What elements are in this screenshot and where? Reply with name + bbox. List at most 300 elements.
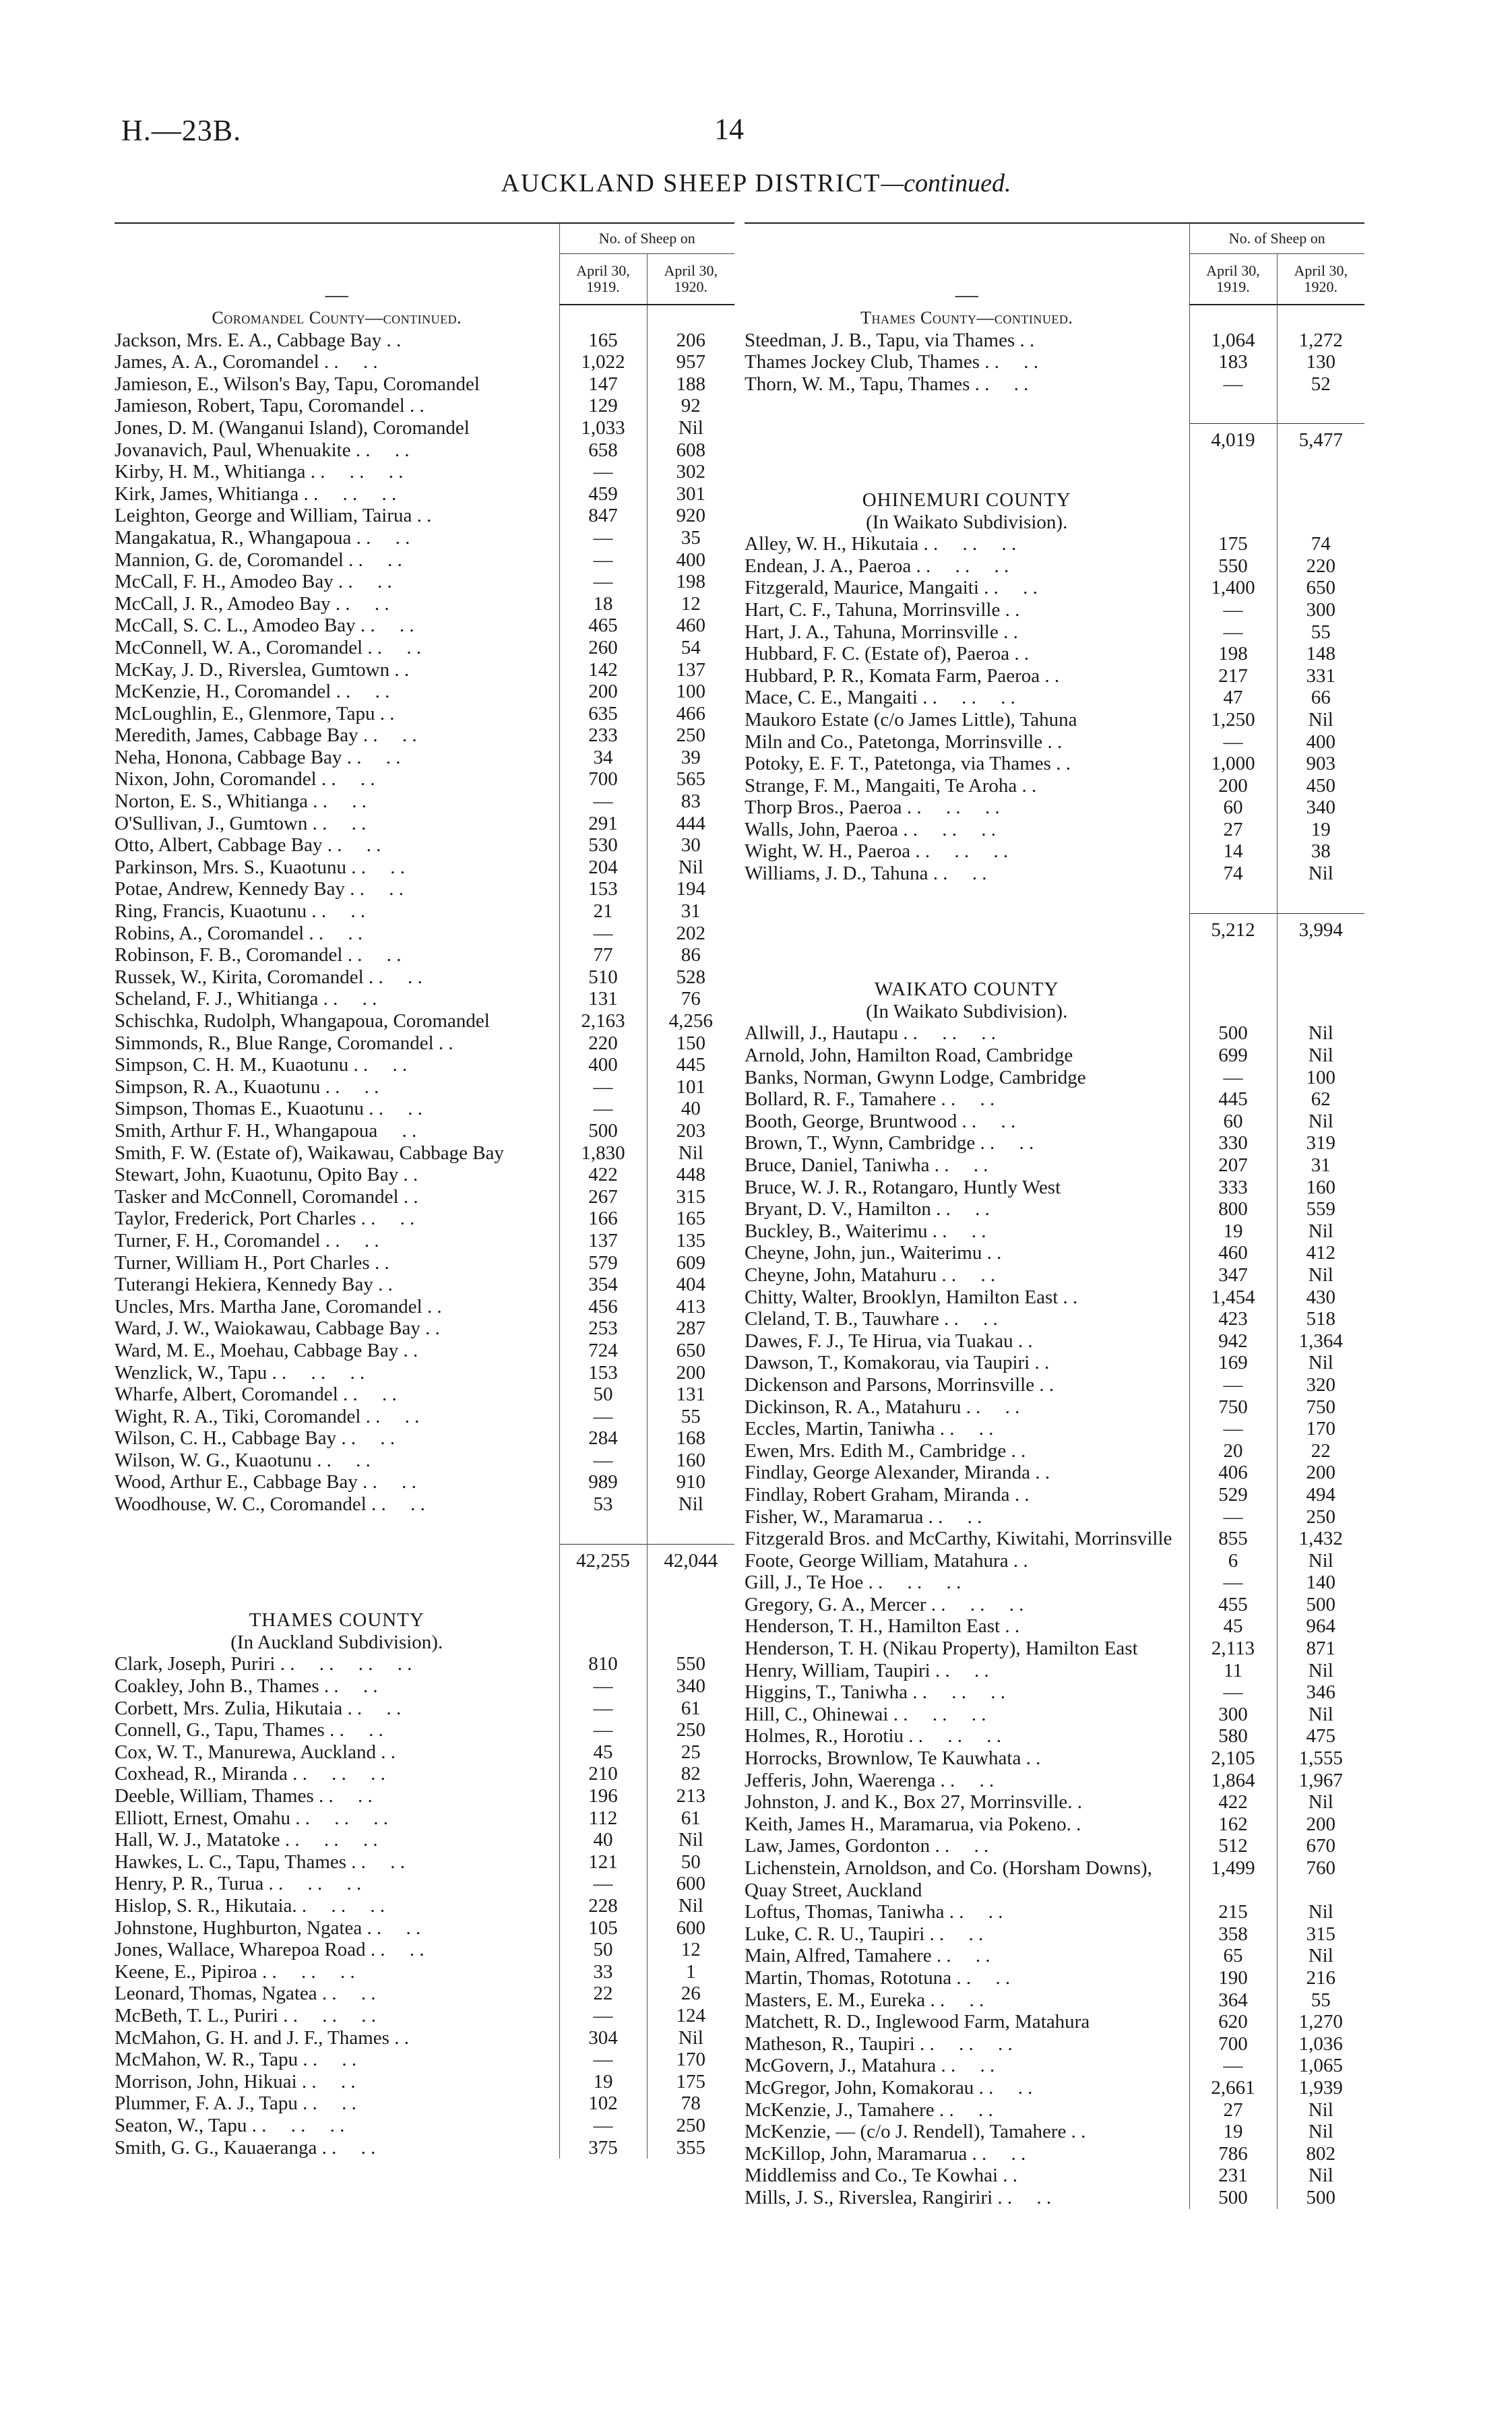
sheep-1920-cell: 750 <box>1277 1396 1364 1419</box>
owner-cell <box>115 1120 559 1142</box>
owner-name: McLoughlin, E., Glenmore, Tapu <box>115 702 375 724</box>
owner-cell <box>115 1142 559 1165</box>
section-title: THAMES COUNTY <box>249 1609 424 1632</box>
leader-dots: . . <box>1000 598 1020 621</box>
owner-name: Simmonds, R., Blue Range, Coromandel <box>115 1032 434 1054</box>
table-row <box>745 1681 1364 1704</box>
table-row <box>115 1698 734 1720</box>
sheep-1919-cell: 137 <box>559 1230 647 1252</box>
sheep-1919-cell: 291 <box>559 813 647 835</box>
sheep-1919-cell: 358 <box>1189 1923 1277 1946</box>
table-row <box>745 1572 1364 1594</box>
owner-cell <box>115 549 559 571</box>
sheep-1920-cell: Nil <box>1277 2121 1364 2143</box>
leader-dots: . . . . <box>342 1697 402 1719</box>
sheep-1919-cell: 121 <box>559 1851 647 1873</box>
sheep-1919-cell: 512 <box>1189 1835 1277 1857</box>
owner-name: Elliott, Ernest, Omahu . . <box>115 1807 310 1829</box>
empty-cell <box>1277 885 1364 914</box>
sheep-1920-cell: 445 <box>647 1054 734 1076</box>
owner-name: Dawson, T., Komakorau, via Taupiri <box>745 1352 1030 1374</box>
sheep-1920-cell: 250 <box>647 1719 734 1741</box>
owner-name: Banks, Norman, Gwynn Lodge, Cambridge <box>745 1066 1086 1088</box>
leader-dots: . . <box>1012 2186 1052 2208</box>
leader-dots: . . . . <box>930 840 1009 863</box>
owner-cell <box>745 1615 1189 1638</box>
sheep-1919-cell: 580 <box>1189 1725 1277 1747</box>
leader-dots: . . <box>982 1242 1002 1264</box>
sheep-1919-cell: 65 <box>1189 1945 1277 1967</box>
owner-cell <box>745 1198 1189 1220</box>
sheep-1920-cell: 137 <box>647 659 734 681</box>
leader-dots: . . . . <box>313 1785 373 1807</box>
owner-name: McCall, F. H., Amodeo Bay <box>115 571 334 593</box>
sheep-1920-cell: 61 <box>647 1807 734 1830</box>
owner-cell <box>115 988 559 1010</box>
owner-cell <box>115 2137 559 2159</box>
sheep-1919-cell: 40 <box>559 1829 647 1851</box>
table-row <box>115 2092 734 2115</box>
owner-name: Henry, William, Taupiri <box>745 1659 931 1681</box>
sheep-1920-cell: 175 <box>647 2071 734 2093</box>
sheep-1920-cell: Nil <box>647 1895 734 1917</box>
sheep-1920-cell: Nil <box>647 417 734 439</box>
sheep-1920-cell: 1,555 <box>1277 1747 1364 1770</box>
sheep-1919-cell: 228 <box>559 1895 647 1917</box>
owner-cell <box>745 1945 1189 1967</box>
table-row <box>115 1384 734 1406</box>
sheep-1919-cell: 200 <box>559 681 647 703</box>
sheep-1919-cell: 465 <box>559 615 647 637</box>
owner-cell <box>745 577 1189 599</box>
sheep-1919-cell: 330 <box>1189 1132 1277 1154</box>
sheep-1920-cell: 300 <box>1277 599 1364 621</box>
leader-dots: . . <box>375 1741 396 1763</box>
sheep-1919-cell: 27 <box>1189 819 1277 841</box>
table-row <box>745 1901 1364 1923</box>
owner-name: McBeth, T. L., Puriri . . <box>115 2004 298 2026</box>
leader-dots: . . . . <box>934 2033 1013 2055</box>
owner-name: Smith, F. W. (Estate of), Waikawau, Cabbage Bay <box>115 1142 504 1164</box>
table-row <box>745 2055 1364 2077</box>
table-row <box>115 1450 734 1472</box>
table-row <box>745 1945 1364 1967</box>
leader-dots: . . <box>383 1098 423 1120</box>
owner-cell <box>115 1450 559 1472</box>
owner-cell <box>745 1770 1189 1792</box>
owner-cell <box>115 571 559 593</box>
sheep-1919-cell: 510 <box>559 966 647 989</box>
sheep-1920-cell: 206 <box>647 330 734 352</box>
sheep-1920-cell: Nil <box>647 857 734 879</box>
owner-name: Wilson, W. G., Kuaotunu <box>115 1449 312 1471</box>
sheep-1919-cell: 700 <box>559 768 647 790</box>
table-row <box>745 1791 1364 1813</box>
leader-dots: . . . . <box>934 2099 993 2121</box>
sheep-1919-cell: — <box>559 2049 647 2071</box>
table-row <box>745 2077 1364 2099</box>
table-row <box>115 1741 734 1764</box>
sheep-1919-cell: — <box>1189 2055 1277 2077</box>
sheep-1920-cell: 802 <box>1277 2143 1364 2165</box>
sheep-1919-cell: 53 <box>559 1493 647 1516</box>
owner-name: Bruce, W. J. R., Rotangaro, Huntly West <box>745 1176 1061 1198</box>
table-row <box>745 2033 1364 2055</box>
sheep-1920-cell: 160 <box>1277 1177 1364 1199</box>
leader-dots: . . . . <box>355 615 414 637</box>
sheep-1920-cell: Nil <box>1277 1045 1364 1067</box>
owner-name: Jamieson, Robert, Tapu, Coromandel <box>115 395 405 417</box>
owner-name: Thorp Bros., Paeroa <box>745 797 902 819</box>
leader-dots: . . . . <box>944 1901 1003 1923</box>
empty-cell <box>1277 458 1364 487</box>
sheep-1919-cell: 1,499 <box>1189 1857 1277 1901</box>
owner-cell <box>115 1340 559 1362</box>
sheep-1919-cell: — <box>559 1719 647 1741</box>
leader-dots: . . . . <box>351 526 410 549</box>
sheep-1920-cell: 78 <box>647 2092 734 2115</box>
table-row <box>115 1406 734 1428</box>
table-row <box>115 2005 734 2027</box>
owner-cell <box>745 330 1189 352</box>
sheep-1920-cell: 650 <box>1277 577 1364 599</box>
table-row <box>115 1719 734 1741</box>
table-row <box>115 1895 734 1917</box>
table-row <box>115 593 734 615</box>
owner-cell <box>115 2071 559 2093</box>
sheep-1920-cell: 550 <box>647 1653 734 1675</box>
owner-cell <box>745 2121 1189 2143</box>
empty-cell <box>559 1516 647 1545</box>
owner-name: Simpson, R. A., Kuaotunu <box>115 1076 321 1098</box>
section-heading <box>745 305 1364 330</box>
leader-dots: . . . . <box>331 681 390 703</box>
leader-dots: . . . . <box>322 834 381 857</box>
leader-dots: . . . . <box>937 687 1015 709</box>
leader-dots: . . <box>369 1251 389 1274</box>
sheep-1920-cell: 340 <box>647 1675 734 1698</box>
sheep-1920-cell: 1,036 <box>1277 2033 1364 2055</box>
sheep-1919-cell: 2,105 <box>1189 1747 1277 1770</box>
sheep-1920-cell: 871 <box>1277 1638 1364 1660</box>
table-row <box>745 1550 1364 1572</box>
sheep-1919-cell: 217 <box>1189 665 1277 687</box>
empty-cell <box>1189 305 1277 330</box>
owner-cell <box>115 681 559 703</box>
owner-cell <box>745 1594 1189 1616</box>
sheep-1920-cell: Nil <box>1277 1111 1364 1133</box>
leader-dots: . . . . <box>296 2070 356 2092</box>
table-row <box>745 1989 1364 2012</box>
sheep-1920-cell: 609 <box>647 1252 734 1274</box>
sheep-1919-cell: 445 <box>1189 1088 1277 1111</box>
sheep-1920-cell: 66 <box>1277 687 1364 709</box>
table-row <box>745 1462 1364 1484</box>
sheep-1919-cell: — <box>559 1406 647 1428</box>
owner-cell <box>115 395 559 417</box>
owner-cell <box>115 1719 559 1741</box>
owner-name: Schischka, Rudolph, Whangapoua, Coromandel <box>115 1010 490 1032</box>
sheep-1919-cell: 169 <box>1189 1352 1277 1374</box>
sheep-1919-cell: 47 <box>1189 687 1277 709</box>
owner-cell <box>745 819 1189 841</box>
owner-cell <box>115 1653 559 1675</box>
owner-cell <box>745 731 1189 753</box>
sheep-1919-cell: 105 <box>559 1917 647 1940</box>
owner-name: Cheyne, John, jun., Waiterimu <box>745 1242 982 1264</box>
sheep-1920-cell: 54 <box>647 637 734 659</box>
sheep-1919-cell: 19 <box>1189 1220 1277 1243</box>
sheep-1919-cell: 1,250 <box>1189 709 1277 731</box>
owner-cell <box>745 1440 1189 1462</box>
sheep-1920-cell: Nil <box>1277 1660 1364 1682</box>
sheep-1919-cell: 620 <box>1189 2011 1277 2033</box>
table-row <box>115 2115 734 2137</box>
owner-cell <box>745 1835 1189 1857</box>
table-row <box>115 505 734 527</box>
owner-cell <box>115 1895 559 1917</box>
owner-column-header: — <box>745 223 1189 305</box>
table-row <box>745 1857 1364 1901</box>
leader-dots: . . . . <box>307 1894 385 1917</box>
leader-dots: . . . . <box>937 1264 996 1286</box>
table-row <box>745 1923 1364 1946</box>
leader-dots: . . <box>412 505 432 527</box>
table-row <box>115 834 734 857</box>
empty-cell <box>1189 511 1277 534</box>
owner-cell <box>115 1741 559 1764</box>
sheep-1920-cell: 31 <box>1277 1154 1364 1177</box>
sheep-1919-cell: 2,113 <box>1189 1638 1277 1660</box>
owner-name: Strange, F. M., Mangaiti, Te Aroha <box>745 774 1017 797</box>
sheep-1919-cell: 700 <box>1189 2033 1277 2055</box>
owner-name: Dickenson and Parsons, Morrinsville <box>745 1373 1035 1396</box>
owner-name: Uncles, Mrs. Martha Jane, Coromandel <box>115 1295 422 1317</box>
leader-dots: . . . . <box>925 1989 984 2011</box>
total-row <box>115 1544 734 1578</box>
table-row <box>115 330 734 352</box>
sheep-1920-cell: 55 <box>647 1406 734 1428</box>
sheep-1919-cell: 333 <box>1189 1177 1277 1199</box>
sheep-1919-cell: 129 <box>559 395 647 417</box>
owner-name: Wight, W. H., Paeroa . . <box>745 840 931 863</box>
sheep-1920-cell: 100 <box>647 681 734 703</box>
leader-dots: . . . . <box>980 351 1039 373</box>
leader-dots: . . . . <box>298 2004 376 2026</box>
sheep-1920-cell: 340 <box>1277 797 1364 819</box>
owner-cell <box>115 1961 559 1983</box>
table-row <box>115 2137 734 2159</box>
table-row <box>115 2027 734 2049</box>
owner-name: McKillop, John, Maramarua <box>745 2142 968 2165</box>
sheep-1919-cell: 33 <box>559 1961 647 1983</box>
owner-cell <box>115 1384 559 1406</box>
table-row <box>745 373 1364 396</box>
leader-dots: . . . . <box>929 1154 988 1176</box>
sheep-1920-cell: 50 <box>647 1851 734 1873</box>
owner-name: Ewen, Mrs. Edith M., Cambridge <box>745 1439 1007 1462</box>
sheep-1920-cell: 1 <box>647 1961 734 1983</box>
sheep-1920-cell: 74 <box>1277 533 1364 555</box>
sheep-1920-cell: 430 <box>1277 1286 1364 1309</box>
table-row <box>745 1022 1364 1045</box>
owner-cell <box>115 1763 559 1785</box>
table-row <box>745 533 1364 555</box>
sheep-1920-cell: 760 <box>1277 1857 1364 1901</box>
sheep-1920-cell: 500 <box>1277 2187 1364 2209</box>
owner-cell <box>745 1374 1189 1396</box>
owner-cell <box>115 1362 559 1384</box>
table-row <box>115 1340 734 1362</box>
sheep-1919-cell: 220 <box>559 1032 647 1055</box>
owner-name: Coakley, John B., Thames <box>115 1675 319 1698</box>
leader-dots: . . . . <box>309 1807 388 1829</box>
leader-dots: . . . . <box>945 1593 1024 1615</box>
table-row <box>115 1873 734 1895</box>
sheep-1919-cell: 147 <box>559 373 647 396</box>
table-row <box>745 1660 1364 1682</box>
owner-cell <box>115 768 559 790</box>
owner-name: Connell, G., Tapu, Thames <box>115 1719 325 1741</box>
table-row <box>745 577 1364 599</box>
sheep-1920-cell: 1,065 <box>1277 2055 1364 2077</box>
leader-dots: . . . . <box>330 592 389 615</box>
owner-cell <box>115 439 559 462</box>
table-row <box>745 1484 1364 1506</box>
sheep-1919-cell: 847 <box>559 505 647 527</box>
table-row <box>115 988 734 1010</box>
leader-dots: . . <box>1006 1439 1026 1462</box>
leader-dots: . . . . <box>931 1198 990 1220</box>
table-row <box>745 819 1364 841</box>
sheep-1920-cell: 160 <box>647 1450 734 1472</box>
owner-cell <box>745 1923 1189 1946</box>
table-row <box>745 863 1364 885</box>
sheep-1920-cell: Nil <box>1277 1704 1364 1726</box>
owner-name: Foote, George William, Matahura <box>745 1549 1009 1572</box>
empty-cell <box>745 948 1189 976</box>
leader-dots: . . . . . . <box>247 2114 345 2136</box>
sheep-1920-cell: Nil <box>1277 863 1364 885</box>
owner-cell <box>745 2099 1189 2121</box>
owner-cell <box>745 1308 1189 1330</box>
leader-dots: . . . . <box>333 571 392 593</box>
sheep-1919-cell: — <box>1189 1374 1277 1396</box>
table-row <box>115 1274 734 1296</box>
sheep-1919-cell: 50 <box>559 1384 647 1406</box>
owner-name: McKenzie, J., Tamahere <box>745 2099 935 2121</box>
leader-dots: . . . . <box>935 1769 995 1791</box>
table-row <box>115 2049 734 2071</box>
owner-cell <box>745 1045 1189 1067</box>
sheep-1919-cell: — <box>1189 1067 1277 1089</box>
leader-dots: . . . . <box>930 1659 989 1681</box>
sheep-1919-cell: 14 <box>1189 840 1277 863</box>
sheep-1919-cell: 190 <box>1189 1967 1277 1989</box>
table-row <box>115 1164 734 1186</box>
leader-dots: . . . . <box>930 1835 989 1857</box>
sheep-1919-cell: 131 <box>559 988 647 1010</box>
empty-cell <box>115 1544 559 1578</box>
sheep-1920-cell: 1,270 <box>1277 2011 1364 2033</box>
owner-cell <box>745 621 1189 644</box>
table-row <box>115 923 734 945</box>
sheep-1919-cell: 456 <box>559 1296 647 1318</box>
owner-cell <box>115 703 559 725</box>
owner-name: Potoky, E. F. T., Patetonga, via Thames <box>745 753 1051 775</box>
owner-cell <box>745 775 1189 797</box>
table-row <box>115 1807 734 1830</box>
leader-dots: . . . . . . <box>863 1572 962 1594</box>
leader-dots: . . . . <box>319 351 378 373</box>
owner-cell <box>115 1829 559 1851</box>
owner-cell <box>115 724 559 747</box>
sheep-1920-cell: 4,256 <box>647 1010 734 1032</box>
sheep-1920-cell: 319 <box>1277 1132 1364 1154</box>
table-row <box>745 599 1364 621</box>
sheep-1920-cell: 957 <box>647 351 734 373</box>
section-title: WAIKATO COUNTY <box>874 979 1059 1001</box>
owner-name: Plummer, F. A. J., Tapu <box>115 2092 298 2115</box>
owner-cell <box>115 813 559 835</box>
total-1920: 5,477 <box>1277 424 1364 458</box>
table-row <box>115 1076 734 1098</box>
sheep-1920-cell: 19 <box>1277 819 1364 841</box>
sheep-1920-cell: 216 <box>1277 1967 1364 1989</box>
owner-cell <box>115 2049 559 2071</box>
owner-name: McCall, J. R., Amodeo Bay <box>115 592 331 615</box>
owner-name: Hubbard, F. C. (Estate of), Paeroa <box>745 643 1010 665</box>
sheep-1919-cell: — <box>1189 1681 1277 1704</box>
sheep-1919-cell: — <box>1189 599 1277 621</box>
leader-dots: . . . . <box>939 1308 998 1330</box>
sheep-1919-cell: — <box>559 790 647 813</box>
owner-name: Jefferis, John, Waerenga <box>745 1769 936 1791</box>
owner-name: Fisher, W., Maramarua <box>745 1506 924 1528</box>
owner-name: Deeble, William, Thames <box>115 1785 314 1807</box>
owner-cell <box>745 2077 1189 2099</box>
table-row <box>745 1528 1364 1550</box>
owner-name: Potae, Andrew, Kennedy Bay <box>115 878 346 900</box>
leader-dots: . . . . . . <box>918 533 1017 555</box>
sheep-1919-cell: 459 <box>559 483 647 505</box>
empty-cell <box>745 395 1189 424</box>
owner-cell <box>745 1220 1189 1243</box>
empty-cell <box>745 885 1189 914</box>
sheep-1919-cell: — <box>1189 1572 1277 1594</box>
sheep-1920-cell: 26 <box>647 1983 734 2005</box>
owner-cell <box>745 1989 1189 2012</box>
owner-cell <box>115 1427 559 1450</box>
owner-cell <box>115 461 559 483</box>
owner-cell <box>745 1857 1189 1901</box>
sheep-1919-cell: 579 <box>559 1252 647 1274</box>
owner-cell <box>745 1352 1189 1374</box>
sheep-1920-cell: 61 <box>647 1698 734 1720</box>
sheep-1919-cell: 215 <box>1189 1901 1277 1923</box>
owner-name: Kirby, H. M., Whitianga <box>115 461 306 483</box>
owner-name: Simpson, Thomas E., Kuaotunu . . <box>115 1098 384 1120</box>
sheep-1920-cell: 40 <box>647 1098 734 1120</box>
owner-name: Gill, J., Te Hoe <box>745 1572 864 1594</box>
owner-cell <box>115 1054 559 1076</box>
sheep-1919-cell: — <box>559 1698 647 1720</box>
owner-name: Williams, J. D., Tahuna <box>745 863 928 885</box>
leader-dots: . . <box>1009 1483 1030 1506</box>
sheep-1919-cell: 207 <box>1189 1154 1277 1177</box>
owner-cell <box>115 1252 559 1274</box>
sheep-1919-cell: 1,022 <box>559 351 647 373</box>
